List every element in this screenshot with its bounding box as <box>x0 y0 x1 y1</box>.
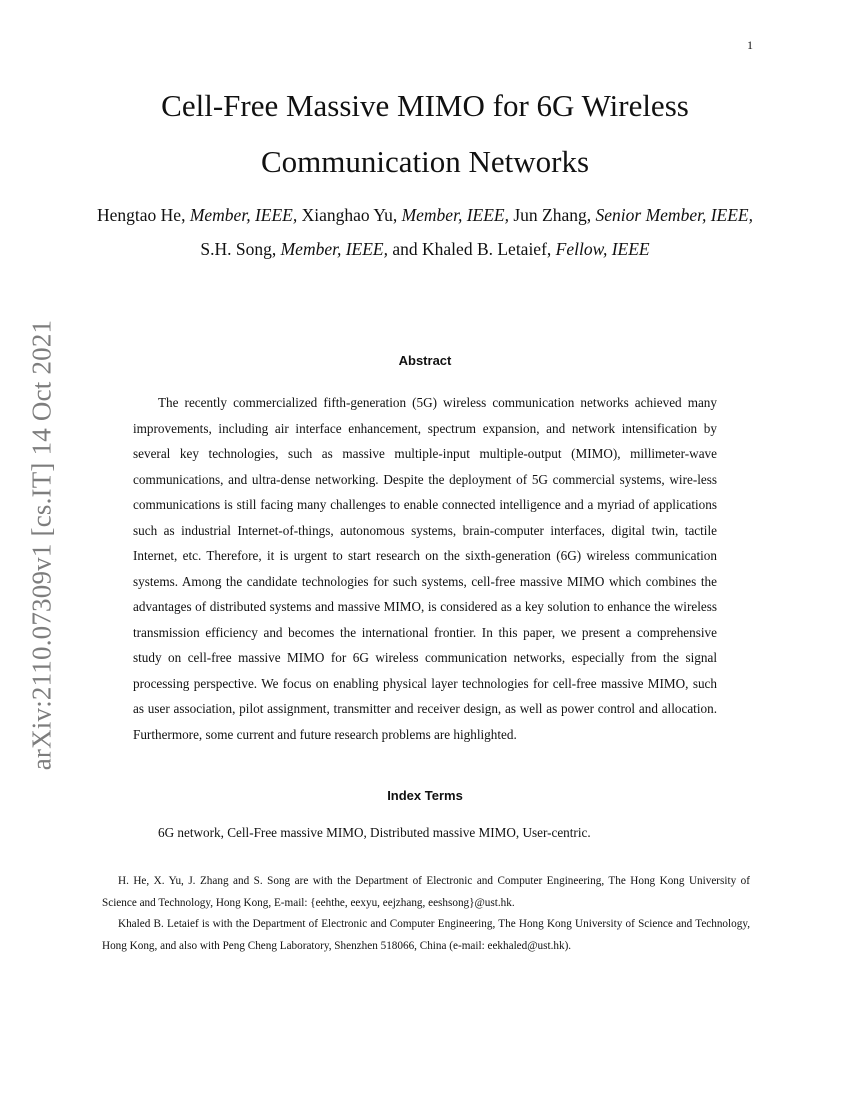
author-affiliation-role: Senior Member, IEEE, <box>595 205 753 225</box>
author-affiliation-role: Member, IEEE, <box>189 205 298 225</box>
footnote-affiliation: H. He, X. Yu, J. Zhang and S. Song are with the Department of Electronic and Computer Engineering, The Hong Kong University of Science and Technology, Hong Kong, E-mail: {eehthe, eexyu, eejzhang, eeshsong}@ust.hk. <box>102 875 750 909</box>
author-affiliation-role: Member, IEEE, <box>280 239 388 259</box>
index-terms-heading: Index Terms <box>387 788 463 803</box>
author-list: Hengtao He, Member, IEEE, Xianghao Yu, Member, IEEE, Jun Zhang, Senior Member, IEEE, S.H. Song, Member, IEEE, and Khaled B. Letaief, Fellow, IEEE <box>97 205 753 259</box>
paper-title: Cell-Free Massive MIMO for 6G Wireless Communication Networks <box>161 88 689 179</box>
author-name: Khaled B. Letaief <box>422 239 547 259</box>
author-name: Jun Zhang <box>513 205 587 225</box>
arxiv-identifier-stamp: arXiv:2110.07309v1 [cs.IT] 14 Oct 2021 <box>26 319 57 771</box>
abstract-text: The recently commercialized fifth-generation (5G) wireless communication networks achieved many improvements, including air interface enhancement, spectrum expansion, and network intensification by several key technologies, such as massive multiple-input multiple-output (MIMO), millimeter-wave communications, and ultra-dense networking. Despite the deployment of 5G commercial systems, wire-less communications is still facing many challenges to enable connected intelligence and a myriad of applications such as industrial Internet-of-things, autonomous systems, brain-computer interfaces, digital twin, tactile Internet, etc. Therefore, it is urgent to start research on the sixth-generation (6G) wireless communication systems. Among the candidate technologies for such systems, cell-free massive MIMO which combines the advantages of distributed systems and massive MIMO, is considered as a key solution to enhance the wireless transmission efficiency and becomes the international frontier. In this paper, we present a comprehensive study on cell-free massive MIMO for 6G wireless communication networks, especially from the signal processing perspective. We focus on enabling physical layer technologies for cell-free massive MIMO, such as user association, pilot assignment, transmitter and receiver design, as well as power control and allocation. Furthermore, some current and future research problems are highlighted. <box>133 395 717 742</box>
author-name: S.H. Song <box>200 239 272 259</box>
page-number: 1 <box>747 38 753 52</box>
author-affiliation-role: Fellow, IEEE <box>555 239 650 259</box>
index-terms-text: 6G network, Cell-Free massive MIMO, Distributed massive MIMO, User-centric. <box>158 825 591 840</box>
footnote-affiliation: Khaled B. Letaief is with the Department of Electronic and Computer Engineering, The Hong Kong University of Science and Technology, Hong Kong, and also with Peng Cheng Laboratory, Shenzhen 518066, China (e-mail: eekhaled@ust.hk). <box>102 918 750 952</box>
author-name: Hengtao He <box>97 205 182 225</box>
author-name: Xianghao Yu <box>301 205 393 225</box>
abstract-heading: Abstract <box>398 353 452 368</box>
author-affiliation-role: Member, IEEE, <box>401 205 509 225</box>
